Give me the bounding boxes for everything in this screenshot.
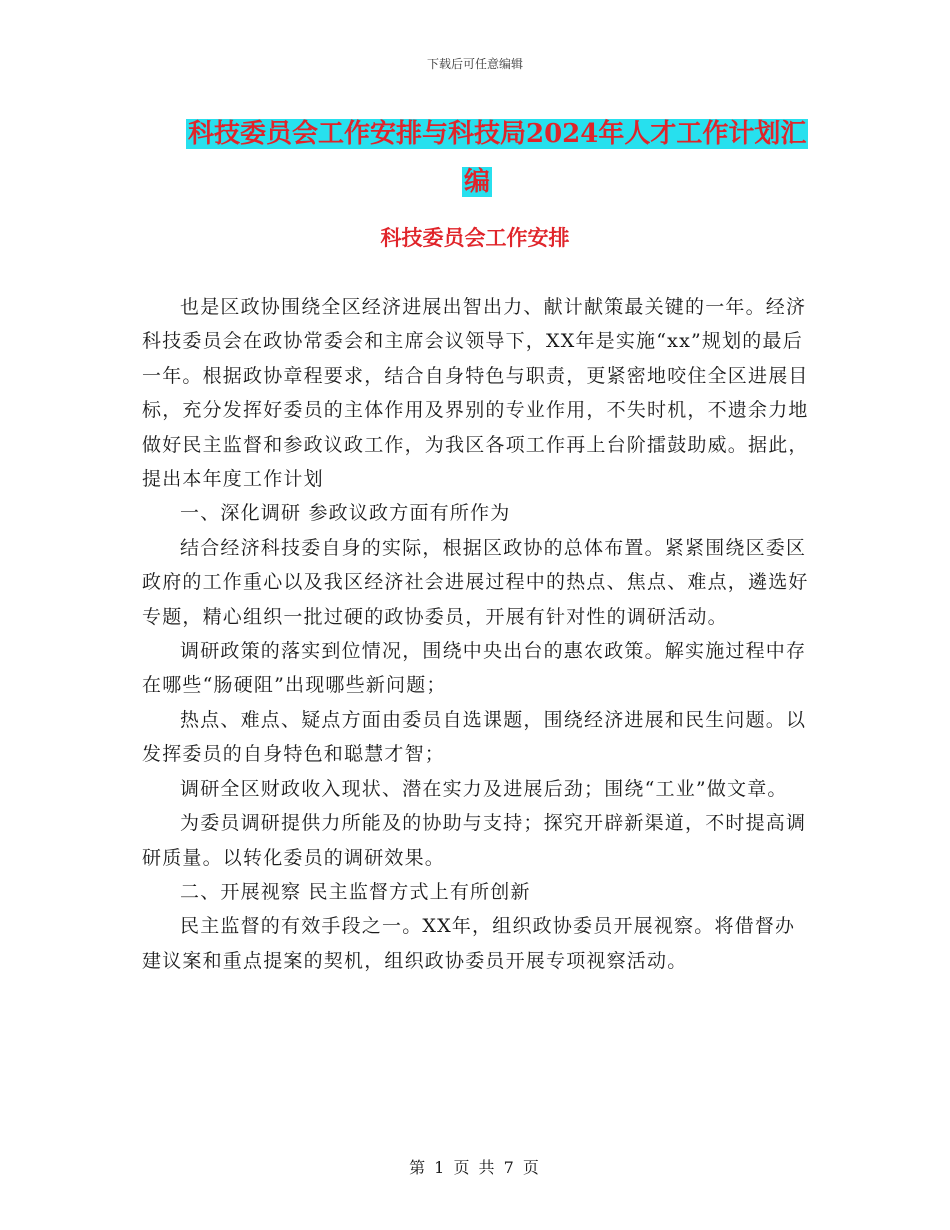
paragraph: 为委员调研提供力所能及的协助与支持；探究开辟新渠道，不时提高调研质量。以转化委员的调研效果。	[142, 812, 807, 869]
heading-inspection: 二、开展视察 民主监督方式上有所创新	[180, 880, 531, 903]
page-header-note: 下载后可任意编辑	[426, 57, 523, 71]
body-text	[142, 290, 814, 978]
paragraph: 调研全区财政收入现状、潜在实力及进展后劲；围绕“工业”做文章。	[180, 777, 788, 800]
title-highlight-1: 科技委员会工作安排与科技局2024年人才工作计划汇	[188, 119, 807, 149]
paragraph-intro: 也是区政协围绕全区经济进展出智出力、献计献策最关键的一年。经济科技委员会在政协常委会和主席会议领导下，XX年是实施“xx”规划的最后一年。根据政协章程要求，结合自身特色与职责，更紧密地咬住全区进展目标，充分发挥好委员的主体作用及界别的专业作用，不失时机，不遗余力地做好民主监督和参政议政工作，为我区各项工作再上台阶擂鼓助威。据此，提出本年度工作计划	[142, 296, 809, 491]
paragraph: 民主监督的有效手段之一。XX年，组织政协委员开展视察。将借督办建议案和重点提案的契机，组织政协委员开展专项视察活动。	[142, 915, 796, 972]
paragraph: 热点、难点、疑点方面由委员自选课题，围绕经济进展和民生问题。以发挥委员的自身特色和聪慧才智；	[142, 708, 807, 766]
section-title: 科技委员会工作安排	[380, 225, 570, 250]
paragraph: 结合经济科技委自身的实际，根据区政协的总体布置。紧紧围绕区委区政府的工作重心以及我区经济社会进展过程中的热点、焦点、难点，遴选好专题，精心组织一批过硬的政协委员，开展有针对性的调研活动。	[142, 536, 809, 628]
page-footer: 第 1 页 共 7 页	[409, 1158, 541, 1177]
heading-research: 一、深化调研 参政议政方面有所作为	[180, 502, 511, 525]
paragraph: 调研政策的落实到位情况，围绕中央出台的惠农政策。解实施过程中存在哪些“肠硬阻”出现哪些新问题；	[142, 640, 807, 697]
document-title-line-2	[186, 158, 816, 206]
document-title	[186, 110, 816, 206]
title-highlight-2: 编	[464, 167, 491, 197]
document-title-line-1	[186, 110, 816, 158]
